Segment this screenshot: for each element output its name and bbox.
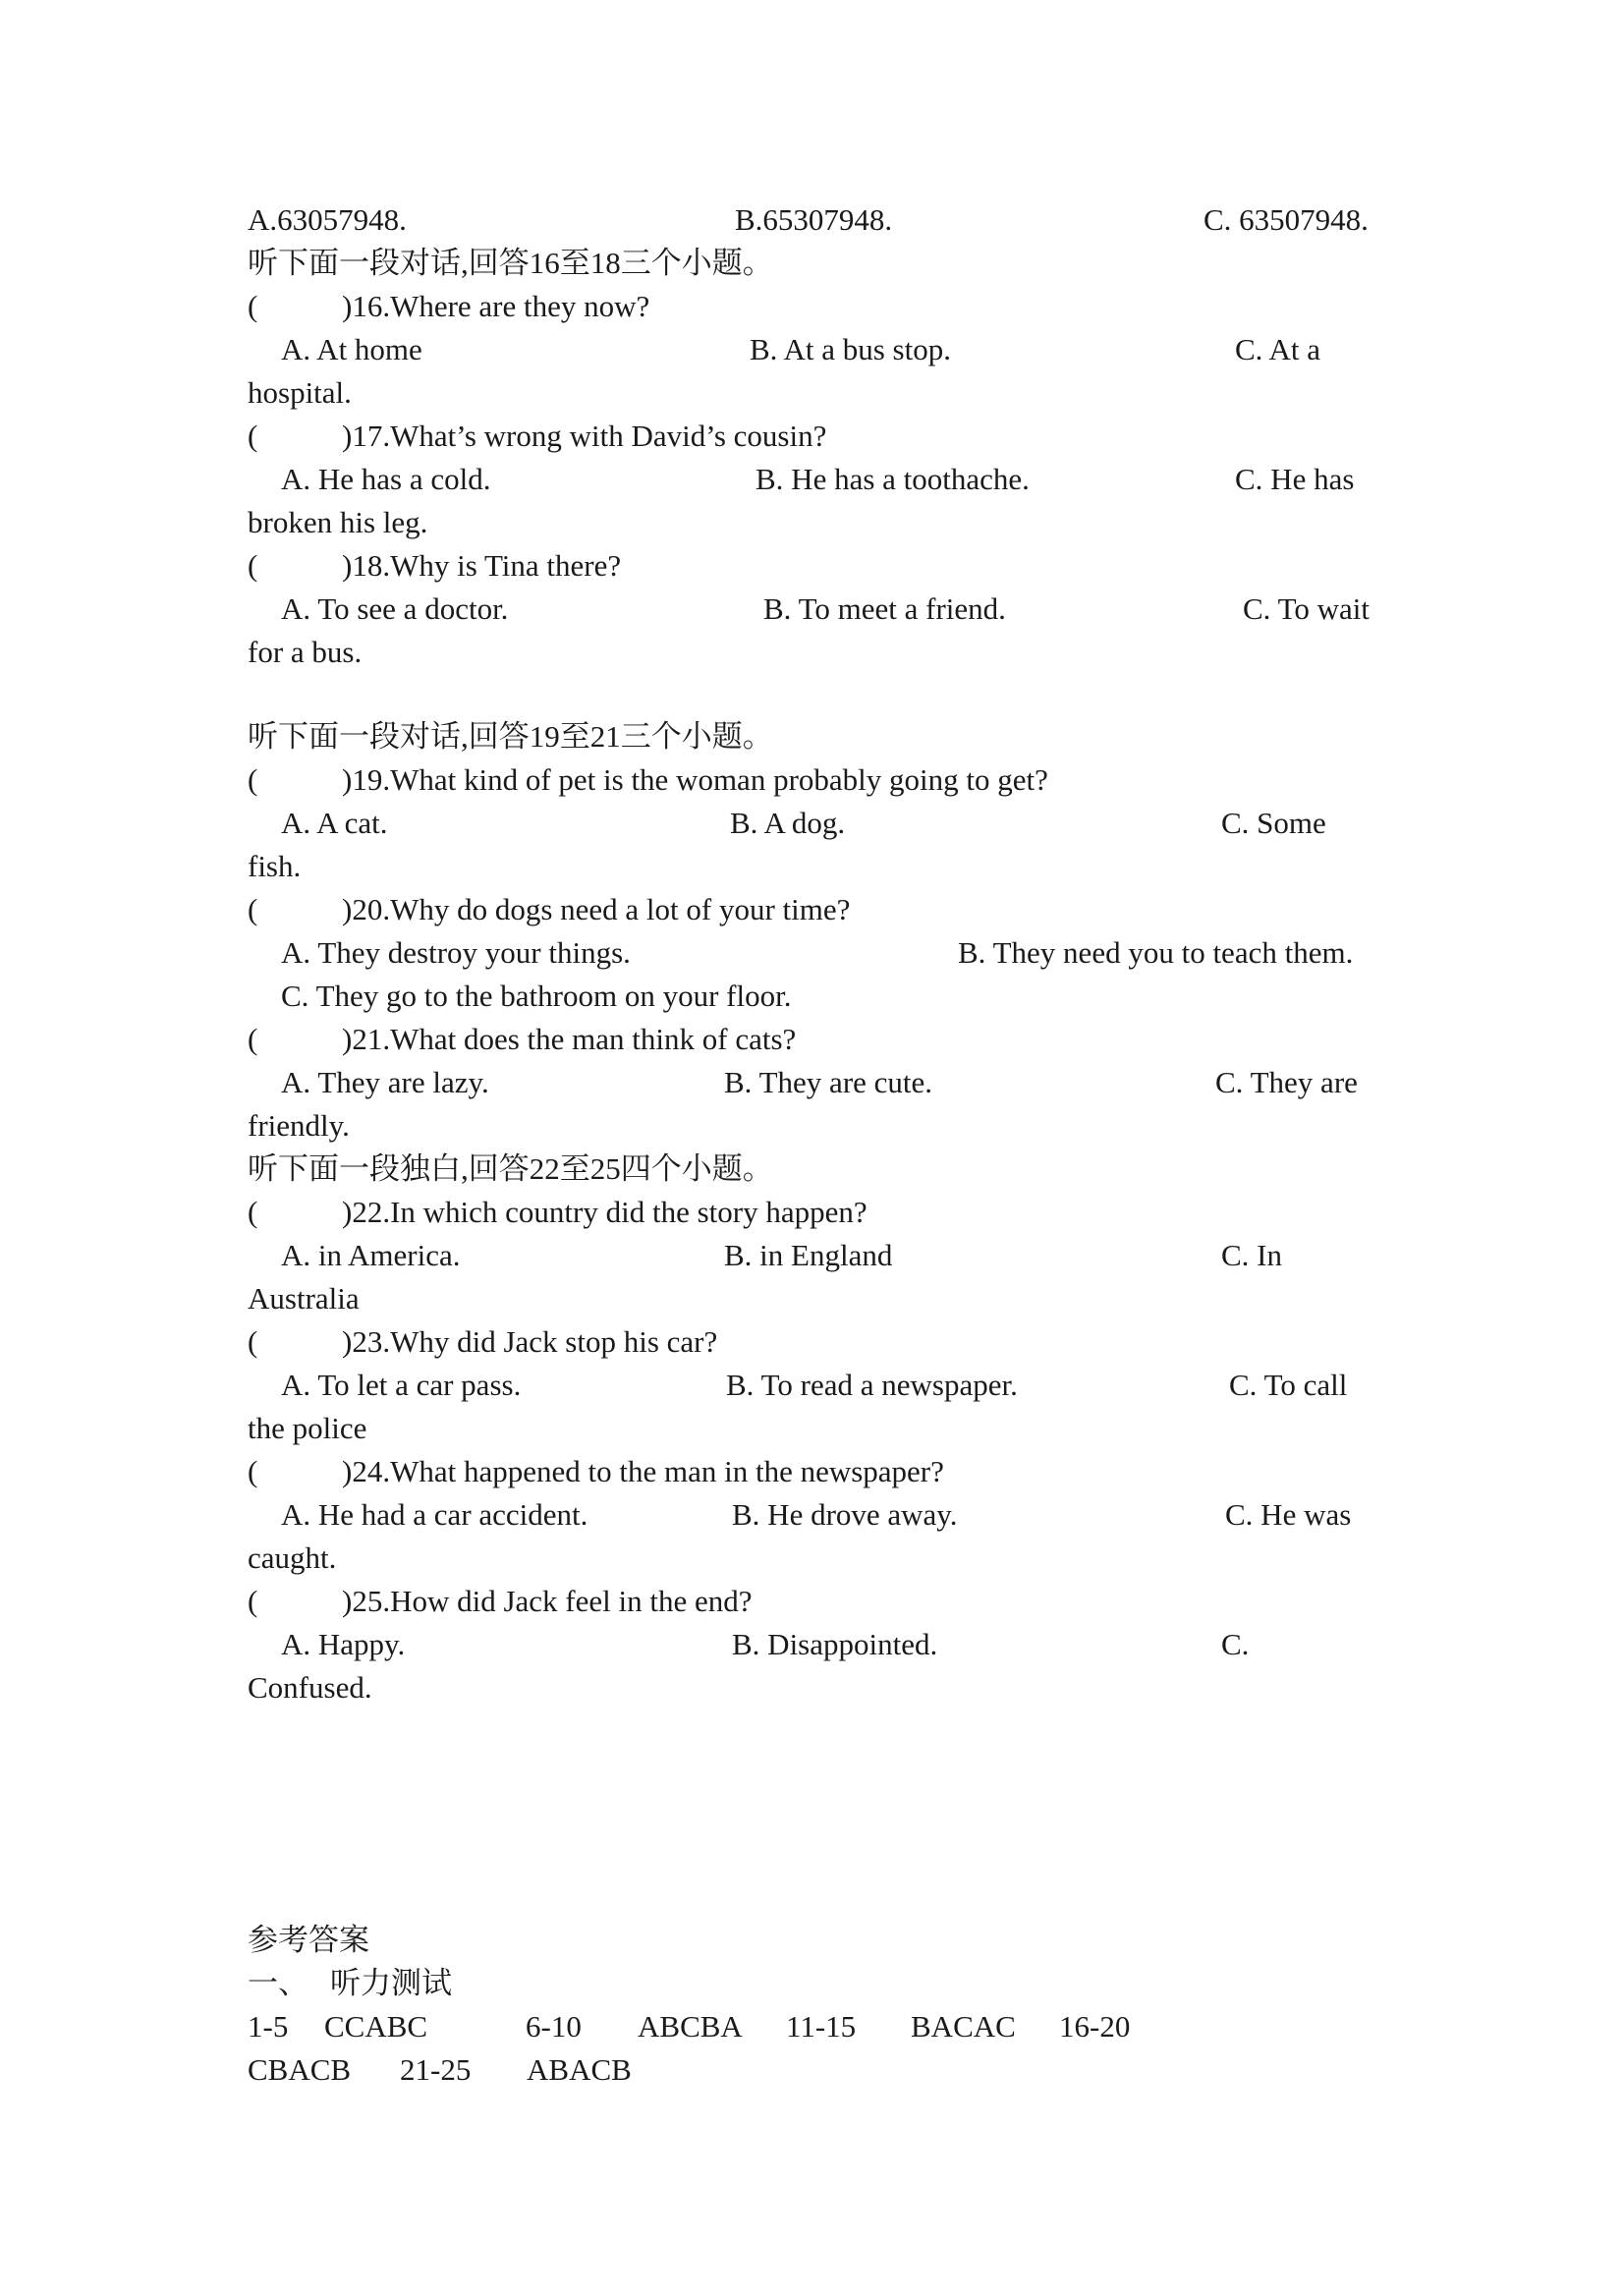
section-heading-22-25: 听下面一段独白,回答22至25四个小题。 xyxy=(248,1151,773,1186)
question-20 xyxy=(0,888,1623,931)
option-b: B. They are cute. xyxy=(724,1065,933,1099)
option-b: B. They need you to teach them. xyxy=(958,935,1354,970)
option-c: C. They go to the bathroom on your floor. xyxy=(281,979,792,1013)
answer-row-1 xyxy=(0,2005,1623,2048)
option-a: A. Happy. xyxy=(281,1627,406,1661)
section-heading-19-21: 听下面一段对话,回答19至21三个小题。 xyxy=(248,719,773,754)
option-b: B. He drove away. xyxy=(732,1497,958,1532)
option-b: B. Disappointed. xyxy=(732,1627,938,1661)
option-a: A. To see a doctor. xyxy=(281,591,509,626)
question-18 xyxy=(0,544,1623,588)
question-25 xyxy=(0,1580,1623,1623)
answer-letters: ABACB xyxy=(527,2052,632,2087)
answer-letters: BACAC xyxy=(911,2009,1016,2044)
option-b: B. in England xyxy=(724,1238,893,1272)
question-21-options xyxy=(0,1061,1623,1104)
option-c: C. He was xyxy=(1225,1497,1352,1532)
question-text: )16.Where are they now? xyxy=(342,289,650,323)
question-text: )21.What does the man think of cats? xyxy=(342,1022,797,1056)
option-c: C. 63507948. xyxy=(1203,202,1369,237)
option-c: C. xyxy=(1221,1627,1250,1661)
question-text: )23.Why did Jack stop his car? xyxy=(342,1324,718,1359)
answer-letters: CCABC xyxy=(324,2009,428,2044)
question-16 xyxy=(0,285,1623,328)
option-b: B. At a bus stop. xyxy=(750,332,951,366)
question-23 xyxy=(0,1320,1623,1364)
option-b: B. He has a toothache. xyxy=(756,462,1030,496)
question-21-option-c-cont: friendly. xyxy=(248,1108,350,1143)
question-22-option-c-cont: Australia xyxy=(248,1281,360,1316)
option-a: A.63057948. xyxy=(248,202,407,237)
answer-range: 6-10 xyxy=(526,2009,582,2044)
answer-blank-open: ( xyxy=(248,289,258,323)
answer-blank-open: ( xyxy=(248,1022,258,1056)
option-c: C. To call xyxy=(1229,1368,1348,1402)
question-24 xyxy=(0,1450,1623,1493)
option-c: C. He has xyxy=(1235,462,1355,496)
answer-blank-open: ( xyxy=(248,1454,258,1488)
answer-range: 16-20 xyxy=(1059,2009,1131,2044)
option-a: A. He had a car accident. xyxy=(281,1497,588,1532)
option-c: C. Some xyxy=(1221,806,1326,840)
answer-blank-open: ( xyxy=(248,1584,258,1618)
question-25-options xyxy=(0,1623,1623,1666)
answer-letters: CBACB xyxy=(248,2052,352,2087)
question-17-option-c-cont: broken his leg. xyxy=(248,505,428,539)
section-name: 听力测试 xyxy=(330,1966,452,2000)
option-a: A. He has a cold. xyxy=(281,462,491,496)
answer-range: 21-25 xyxy=(400,2052,472,2087)
question-19-options xyxy=(0,802,1623,845)
question-17 xyxy=(0,415,1623,458)
option-c: C. They are xyxy=(1215,1065,1358,1099)
answer-row-2 xyxy=(0,2048,1623,2092)
question-16-options xyxy=(0,328,1623,371)
option-a: A. in America. xyxy=(281,1238,461,1272)
section-number: 一、 xyxy=(248,1966,308,2000)
question-text: )20.Why do dogs need a lot of your time? xyxy=(342,892,851,926)
question-20-option-c-row xyxy=(0,975,1623,1018)
question-24-options xyxy=(0,1493,1623,1537)
option-a: A. At home xyxy=(281,332,422,366)
question-18-options xyxy=(0,588,1623,631)
question-18-option-c-cont: for a bus. xyxy=(248,635,363,669)
question-text: )17.What’s wrong with David’s cousin? xyxy=(342,419,827,453)
question-20-options xyxy=(0,931,1623,975)
question-21 xyxy=(0,1018,1623,1061)
question-22-options xyxy=(0,1234,1623,1277)
answer-key-title: 参考答案 xyxy=(248,1923,369,1957)
answer-blank-open: ( xyxy=(248,1324,258,1359)
option-a: A. A cat. xyxy=(281,806,388,840)
answer-range: 1-5 xyxy=(248,2009,289,2044)
option-b: B. A dog. xyxy=(730,806,846,840)
option-b: B. To read a newspaper. xyxy=(726,1368,1018,1402)
question-text: )22.In which country did the story happen? xyxy=(342,1195,867,1229)
option-a: A. They destroy your things. xyxy=(281,935,631,970)
answer-letters: ABCBA xyxy=(638,2009,743,2044)
answer-blank-open: ( xyxy=(248,892,258,926)
q15-options-row xyxy=(0,198,1623,242)
answer-blank-open: ( xyxy=(248,762,258,797)
question-23-option-c-cont: the police xyxy=(248,1411,367,1445)
question-text: )25.How did Jack feel in the end? xyxy=(342,1584,753,1618)
question-22 xyxy=(0,1191,1623,1234)
answer-section-heading xyxy=(0,1962,1623,2005)
question-19 xyxy=(0,758,1623,802)
question-19-option-c-cont: fish. xyxy=(248,849,302,883)
option-a: A. They are lazy. xyxy=(281,1065,489,1099)
answer-blank-open: ( xyxy=(248,1195,258,1229)
question-16-option-c-cont: hospital. xyxy=(248,375,352,410)
question-text: )24.What happened to the man in the newspaper? xyxy=(342,1454,944,1488)
question-24-option-c-cont: caught. xyxy=(248,1540,337,1575)
option-b: B. To meet a friend. xyxy=(763,591,1006,626)
question-text: )19.What kind of pet is the woman probably going to get? xyxy=(342,762,1048,797)
option-c: C. At a xyxy=(1235,332,1320,366)
answer-blank-open: ( xyxy=(248,419,258,453)
answer-range: 11-15 xyxy=(786,2009,857,2044)
question-25-option-c-cont: Confused. xyxy=(248,1670,372,1705)
option-a: A. To let a car pass. xyxy=(281,1368,522,1402)
answer-blank-open: ( xyxy=(248,548,258,583)
option-c: C. In xyxy=(1221,1238,1282,1272)
option-b: B.65307948. xyxy=(735,202,893,237)
option-c: C. To wait xyxy=(1243,591,1371,626)
question-23-options xyxy=(0,1364,1623,1407)
question-text: )18.Why is Tina there? xyxy=(342,548,622,583)
question-17-options xyxy=(0,458,1623,501)
section-heading-16-18: 听下面一段对话,回答16至18三个小题。 xyxy=(248,246,773,280)
